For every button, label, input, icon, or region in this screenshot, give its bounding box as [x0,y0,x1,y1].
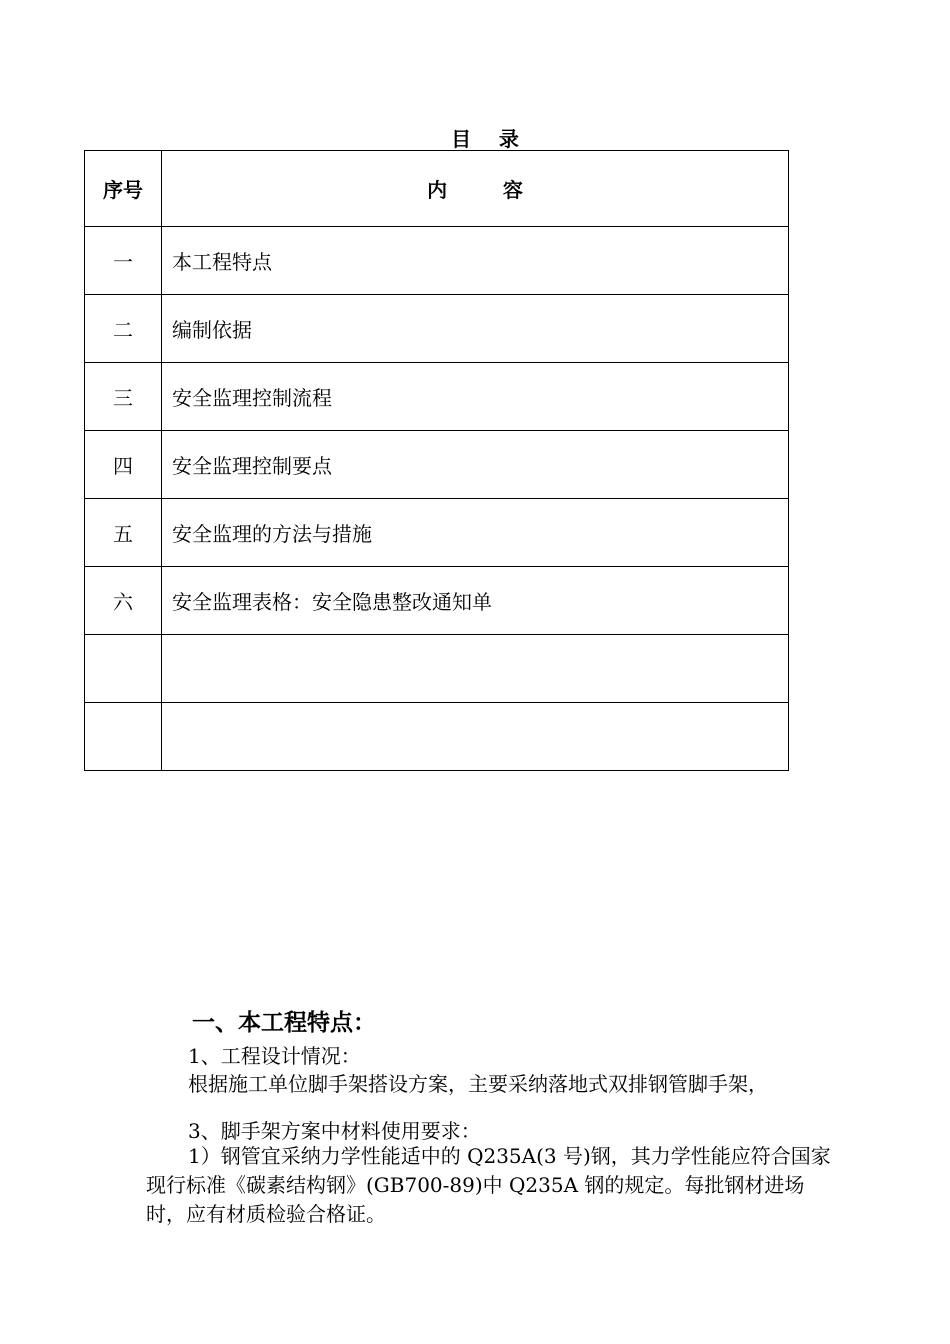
toc-row [85,499,789,567]
toc-row-content: 本工程特点 [162,227,789,295]
toc-row [85,431,789,499]
toc-row-no: 二 [85,295,162,363]
toc-row-content [162,635,789,703]
paragraph: 1）钢管宜采纳力学性能适中的 Q235A(3 号)钢，其力学性能应符合国家现行标准《碳素结构钢》(GB700-89)中 Q235A 钢的规定。每批钢材进场时，应有材质检验合格证。 [146,1144,831,1226]
toc-row-no [85,635,162,703]
toc-row [85,363,789,431]
toc-row [85,295,789,363]
toc-row [85,227,789,295]
toc-row-no: 一 [85,227,162,295]
toc-table [84,150,789,771]
toc-row-no: 四 [85,431,162,499]
paragraph: 根据施工单位脚手架搭设方案，主要采纳落地式双排钢管脚手架， [188,1072,768,1096]
toc-row-content: 安全监理控制要点 [162,431,789,499]
toc-title: 目 录 [451,127,519,151]
toc-row-content: 安全监理的方法与措施 [162,499,789,567]
toc-row-content: 安全监理表格：安全隐患整改通知单 [162,567,789,635]
toc-row-no: 五 [85,499,162,567]
toc-row-content: 安全监理控制流程 [162,363,789,431]
toc-header-no: 序号 [85,151,162,227]
toc-row-empty [85,703,789,771]
toc-header-content: 内 容 [162,151,789,227]
toc-row-no: 三 [85,363,162,431]
subsection-title: 3、脚手架方案中材料使用要求： [188,1119,481,1143]
toc-row-no: 六 [85,567,162,635]
toc-row [85,567,789,635]
section-heading: 一、本工程特点： [192,1010,376,1036]
toc-row-no [85,703,162,771]
toc-header-row [85,151,789,227]
subsection-title: 1、工程设计情况： [188,1044,361,1068]
toc-row-empty [85,635,789,703]
toc-row-content [162,703,789,771]
toc-row-content: 编制依据 [162,295,789,363]
